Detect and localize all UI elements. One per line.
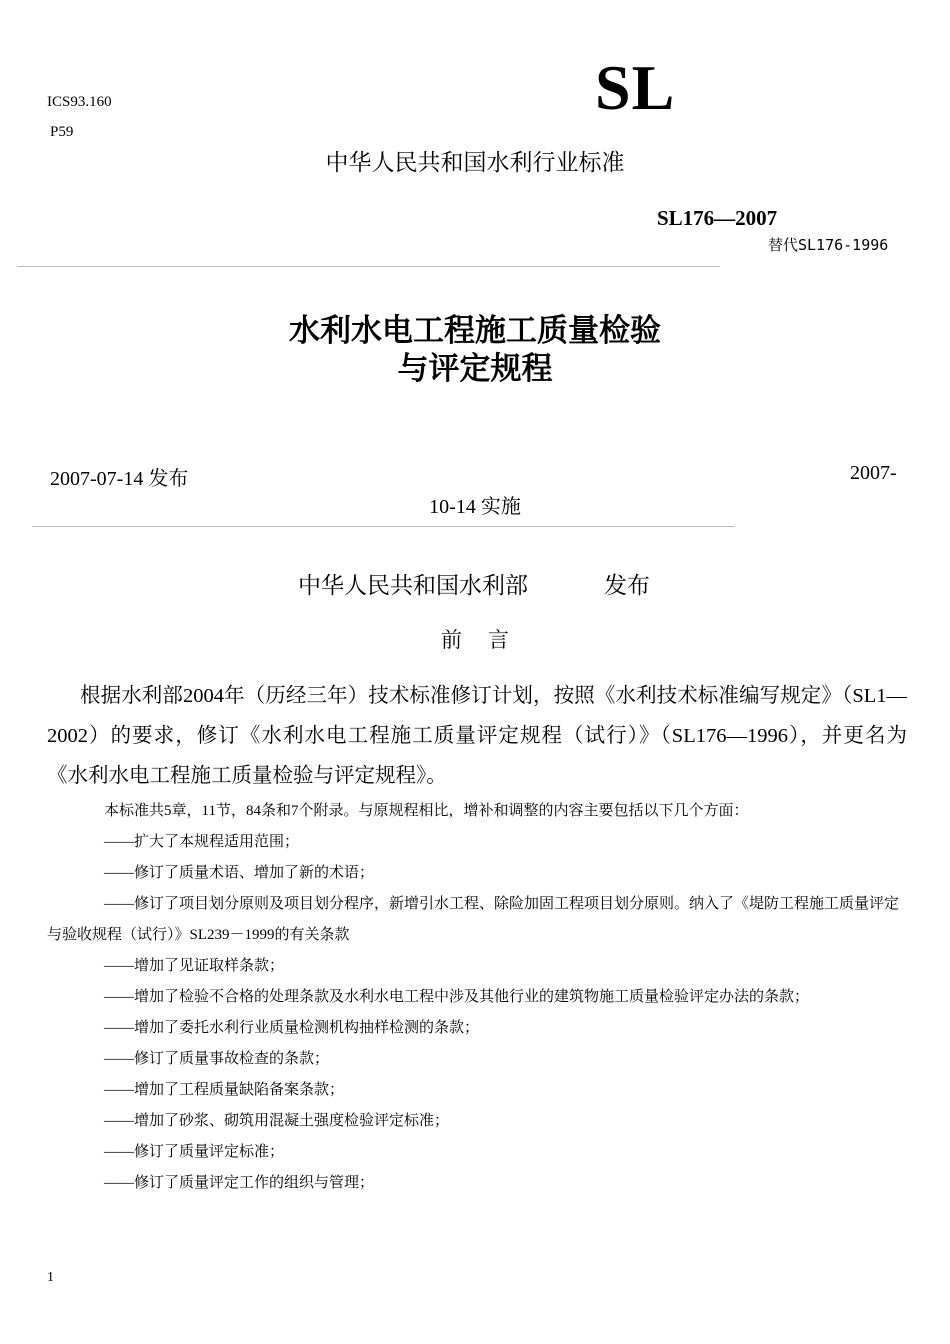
standard-code: SL176—2007	[657, 206, 778, 230]
list-item: ——修订了质量术语、增加了新的术语；	[104, 865, 375, 881]
sl-mark: SL	[595, 52, 676, 123]
issuer-name: 中华人民共和国水利部	[298, 573, 528, 599]
list-item: ——增加了委托水利行业质量检测机构抽样检测的条款；	[104, 1020, 480, 1036]
list-item: 本标准共5章，11节，84条和7个附录。与原规程相比，增补和调整的内容主要包括以下几个方面：	[104, 803, 749, 819]
implement-date-part-2: 10-14 实施	[429, 496, 521, 518]
ics-code: ICS93.160	[47, 94, 112, 110]
list-item: ——修订了质量评定工作的组织与管理；	[104, 1175, 375, 1191]
divider-top	[17, 266, 720, 267]
issuer-action: 发布	[604, 573, 650, 599]
preface-paragraph: 根据水利部2004年（历经三年）技术标准修订计划，按照《水利技术标准编写规定》（SL1—2002）的要求，修订《水利水电工程施工质量评定规程（试行）》（SL176—1996），并更名为《水利水电工程施工质量检验与评定规程》。	[47, 685, 907, 787]
list-item: ——增加了工程质量缺陷备案条款；	[104, 1082, 345, 1098]
page-number: 1	[47, 1270, 54, 1285]
list-item: ——增加了检验不合格的处理条款及水利水电工程中涉及其他行业的建筑物施工质量检验评定办法的条款；	[104, 989, 810, 1005]
preface-item-list	[47, 796, 907, 1199]
list-item: ——修订了质量评定标准；	[104, 1144, 285, 1160]
list-item: ——增加了砂浆、砌筑用混凝土强度检验评定标准；	[104, 1113, 450, 1129]
document-title	[0, 312, 950, 388]
list-item: ——扩大了本规程适用范围；	[104, 834, 300, 850]
category-code: P59	[50, 124, 74, 140]
list-item: ——增加了见证取样条款；	[104, 958, 285, 974]
industry-standard-heading: 中华人民共和国水利行业标准	[325, 150, 625, 176]
title-line-1: 水利水电工程施工质量检验	[289, 313, 661, 349]
divider-bottom	[32, 526, 735, 527]
preface-heading: 前言	[441, 628, 535, 652]
title-line-2: 与评定规程	[397, 351, 553, 387]
list-item: ——修订了项目划分原则及项目划分程序，新增引水工程、除险加固工程项目划分原则。纳入了《堤防工程施工质量评定与验收规程（试行）》SL239－1999的有关条款	[47, 896, 900, 943]
replaces-standard: 替代SL176-1996	[768, 236, 889, 254]
implement-date-part-1: 2007-	[850, 462, 897, 484]
list-item: ——修订了质量事故检查的条款；	[104, 1051, 330, 1067]
publish-date: 2007-07-14 发布	[50, 468, 189, 490]
